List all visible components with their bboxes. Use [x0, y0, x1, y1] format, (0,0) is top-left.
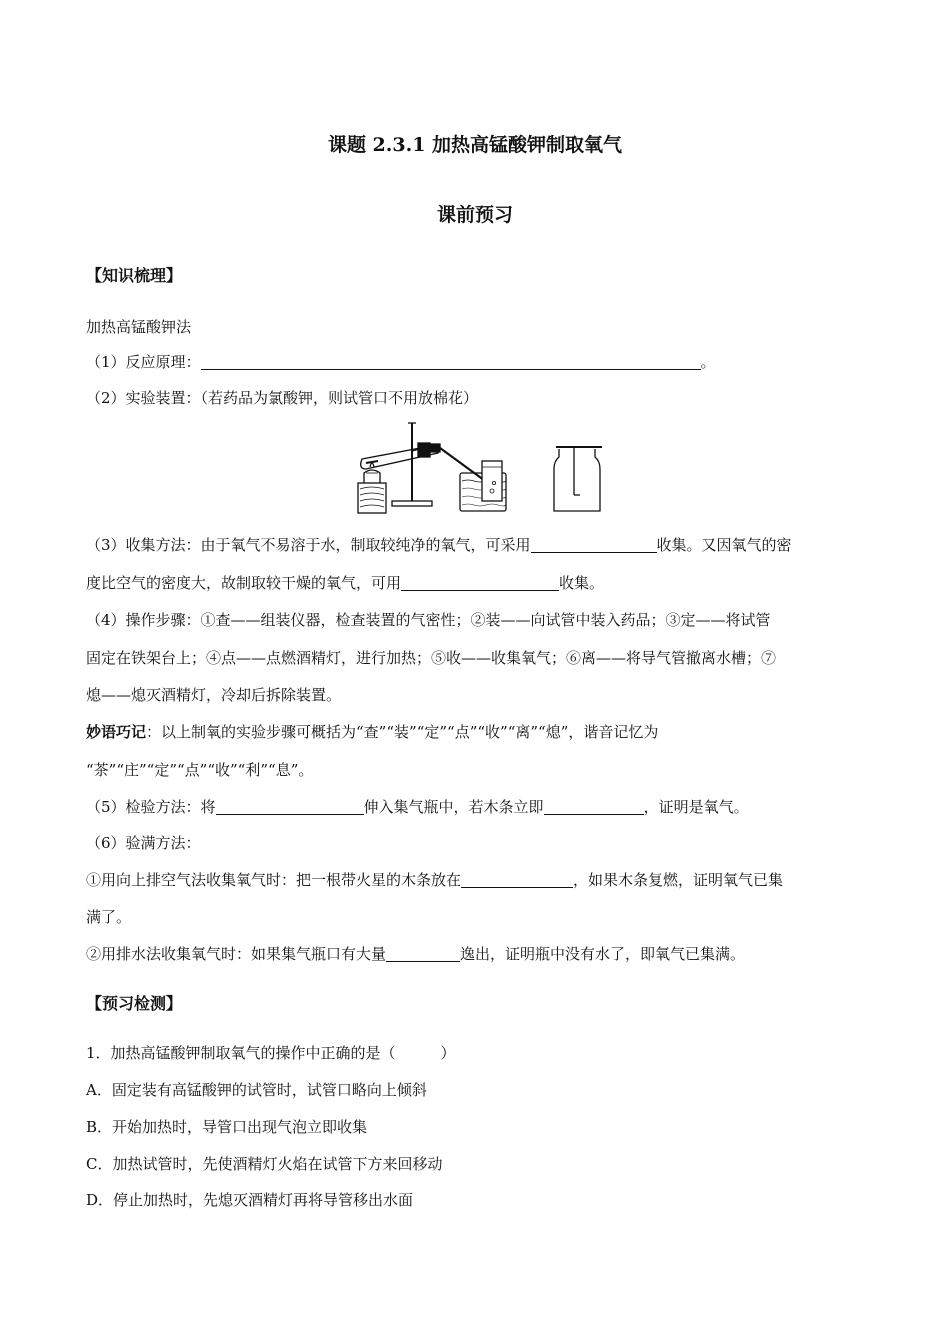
test-tube: [361, 443, 440, 469]
page-subtitle: 课前预习: [436, 204, 513, 226]
mnemonic-line2: “茶”“庄”“定”“点”“收”“利”“息”。: [86, 761, 314, 779]
lamp-block: [358, 463, 386, 513]
answer-blank[interactable]: [401, 574, 559, 591]
item-label: （1）反应原理：: [86, 353, 201, 371]
full-check-upward-line1: ①用向上排空气法收集氧气时：把一根带火星的木条放在 ，如果木条复燃，证明氧气已集: [86, 871, 784, 889]
answer-blank[interactable]: [461, 871, 573, 888]
option-d[interactable]: D．停止加热时，先熄灭酒精灯再将导管移出水面: [86, 1191, 414, 1209]
item-steps-line1: （4）操作步骤：①查——组装仪器，检查装置的气密性；②装——向试管中装入药品；③定——将试管: [86, 611, 771, 629]
answer-blank[interactable]: [201, 353, 701, 370]
item-full-check: （6）验满方法：: [86, 834, 201, 852]
mnemonic-line1: 妙语巧记：以上制氧的实验步骤可概括为“查”“装”“定”“点”“收”“离”“熄”，谐音记忆为: [86, 723, 659, 741]
item-reaction-principle: [86, 352, 864, 372]
section-heading-preview-test: 【预习检测】: [86, 994, 183, 1013]
method-name: 加热高锰酸钾法: [86, 318, 192, 336]
option-c[interactable]: C．加热试管时，先使酒精灯火焰在试管下方来回移动: [86, 1155, 443, 1173]
question-stem: 1．加热高锰酸钾制取氧气的操作中正确的是（ ）: [86, 1044, 456, 1062]
full-check-upward-line2: 满了。: [86, 908, 132, 926]
item-steps-line3: 熄——熄灭酒精灯，冷却后拆除装置。: [86, 686, 342, 704]
answer-blank[interactable]: [544, 798, 644, 815]
gas-jar: [554, 447, 602, 511]
page-title: 课题 2.3.1 加热高锰酸钾制取氧气: [327, 134, 623, 156]
item-collection-line1: （3）收集方法：由于氧气不易溶于水，制取较纯净的氧气，可采用 收集。又因氧气的密: [86, 536, 792, 554]
oxygen-apparatus-diagram: [356, 417, 606, 517]
iron-stand: [392, 423, 432, 506]
answer-blank[interactable]: [386, 945, 460, 962]
mnemonic-label: 妙语巧记: [86, 723, 147, 741]
item-steps-line2: 固定在铁架台上；④点——点燃酒精灯，进行加热；⑤收——收集氧气；⑥离——将导气管撤离水槽；⑦: [86, 649, 777, 667]
item-collection-line2: 度比空气的密度大，故制取较干燥的氧气，可用 收集。: [86, 574, 605, 592]
item-test-method: （5）检验方法：将 伸入集气瓶中，若木条立即 ，证明是氧气。: [86, 798, 749, 816]
item-apparatus: （2）实验装置：（若药品为氯酸钾，则试管口不用放棉花）: [86, 389, 479, 407]
option-a[interactable]: A．固定装有高锰酸钾的试管时，试管口略向上倾斜: [86, 1081, 427, 1099]
item-suffix: 。: [700, 353, 716, 371]
answer-blank[interactable]: [216, 798, 364, 815]
section-heading-knowledge: 【知识梳理】: [86, 266, 183, 285]
answer-blank[interactable]: [531, 536, 657, 553]
full-check-water: ②用排水法收集氧气时：如果集气瓶口有大量 逸出，证明瓶中没有水了，即氧气已集满。: [86, 945, 746, 963]
option-b[interactable]: B．开始加热时，导管口出现气泡立即收集: [86, 1118, 368, 1136]
